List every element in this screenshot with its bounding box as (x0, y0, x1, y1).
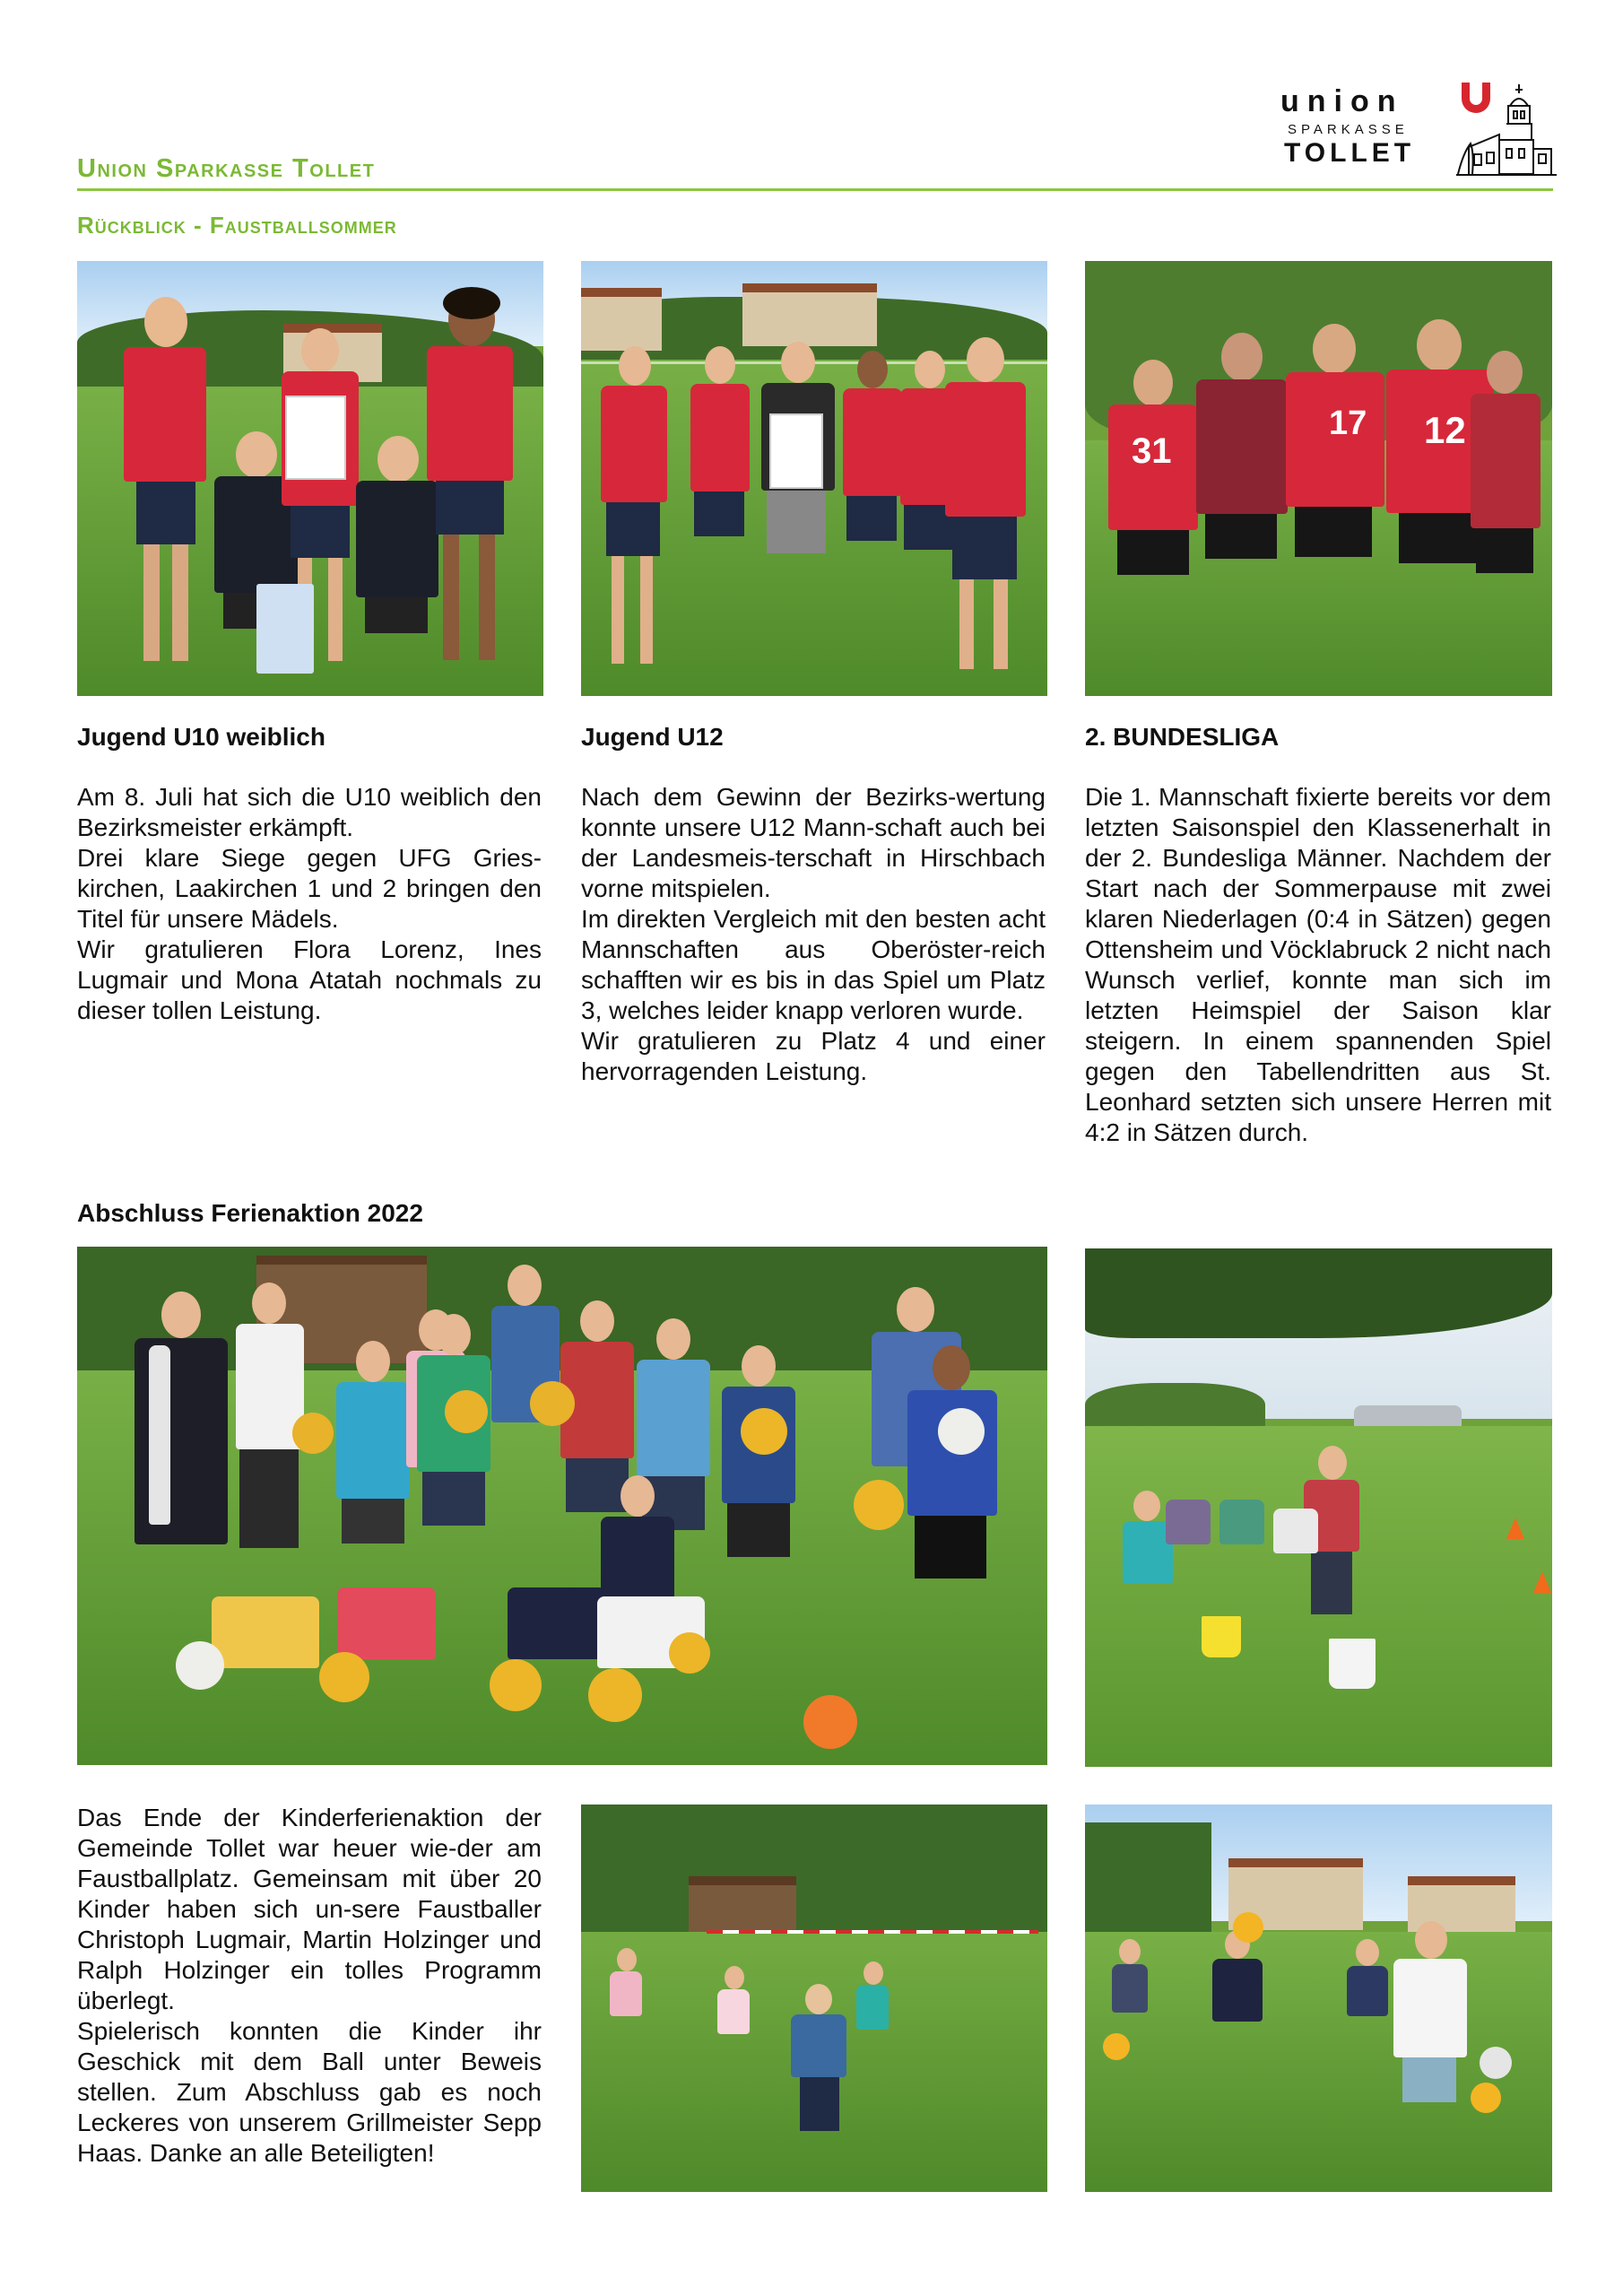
paragraph: Am 8. Juli hat sich die U10 weiblich den Bezirksmeister erkämpft. (77, 783, 542, 841)
paragraph: Im direkten Vergleich mit den besten acht Mannschaften aus Oberöster-reich schafften wir es bis in das Spiel um Platz 3, welches leider knapp verloren wurde. (581, 905, 1046, 1024)
text-u12 (581, 782, 1046, 1087)
jersey-number: 17 (1329, 404, 1367, 442)
photo-bundesliga-team (1085, 261, 1552, 696)
club-logo (1280, 77, 1558, 176)
paragraph: Spielerisch konnten die Kinder ihr Geschick mit dem Ball unter Beweis stellen. Zum Abschluss gab es noch Leckeres von unserem Grillmeister Sepp Haas. Danke an alle Beteiligten! (77, 2017, 542, 2167)
photo-ferienaktion-games (1085, 1248, 1552, 1767)
church-emblem-icon (1456, 81, 1557, 176)
jersey-number: 31 (1132, 431, 1172, 471)
page-subtitle: Rückblick - Faustballsommer (77, 212, 397, 239)
paragraph: Das Ende der Kinderferienaktion der Gemeinde Tollet war heuer wie-der am Faustballplatz. Gemeinsam mit über 20 Kinder haben sich un-sere Faustballer Christoph Lugmair, Martin Holzinger und Ralph Holzinger ein tolles Programm überlegt. (77, 1804, 542, 2014)
logo-word-sparkasse: SPARKASSE (1288, 122, 1409, 137)
text-ferienaktion (77, 1803, 542, 2169)
paragraph: Wir gratulieren zu Platz 4 und einer hervorragenden Leistung. (581, 1027, 1046, 1085)
photo-ferienaktion-net-game (581, 1805, 1047, 2192)
photo-ferienaktion-ball-play (1085, 1805, 1552, 2192)
heading-u12: Jugend U12 (581, 723, 724, 751)
paragraph: Die 1. Mannschaft fixierte bereits vor dem letzten Saisonspiel den Klassenerhalt in der 2. Bundesliga Männer. Nachdem der Start nach der Sommerpause mit zwei klaren Niederlagen (0:4 in Sätzen) gegen Ottensheim und Vöcklabruck 2 nicht nach Wunsch verlief, konnte man sich im letzten Heimspiel der Saison klar steigern. In einem spannenden Spiel gegen den Tabellendritten aus St. Leonhard setzten sich unsere Herren mit 4:2 in Sätzen durch. (1085, 783, 1551, 1146)
text-bundesliga (1085, 782, 1551, 1148)
paragraph: Nach dem Gewinn der Bezirks-wertung konnte unsere U12 Mann-schaft auch bei der Landesmeis-terschaft in Hirschbach vorne mitspielen. (581, 783, 1046, 902)
logo-word-union: union (1280, 84, 1404, 118)
photo-u12-team (581, 261, 1047, 696)
text-u10 (77, 782, 542, 1026)
header-rule (77, 188, 1553, 191)
photo-u10-team (77, 261, 543, 696)
club-title: Union Sparkasse Tollet (77, 154, 376, 183)
logo-word-tollet: TOLLET (1284, 138, 1416, 168)
paragraph: Drei klare Siege gegen UFG Gries-kirchen, Laakirchen 1 und 2 bringen den Titel für unsere Mädels. (77, 844, 542, 933)
jersey-number: 12 (1424, 409, 1466, 451)
heading-bundesliga: 2. BUNDESLIGA (1085, 723, 1280, 751)
heading-u10: Jugend U10 weiblich (77, 723, 325, 751)
photo-ferienaktion-group (77, 1247, 1047, 1765)
heading-ferienaktion: Abschluss Ferienaktion 2022 (77, 1199, 423, 1227)
paragraph: Wir gratulieren Flora Lorenz, Ines Lugmair und Mona Atatah nochmals zu dieser tollen Leistung. (77, 935, 542, 1024)
